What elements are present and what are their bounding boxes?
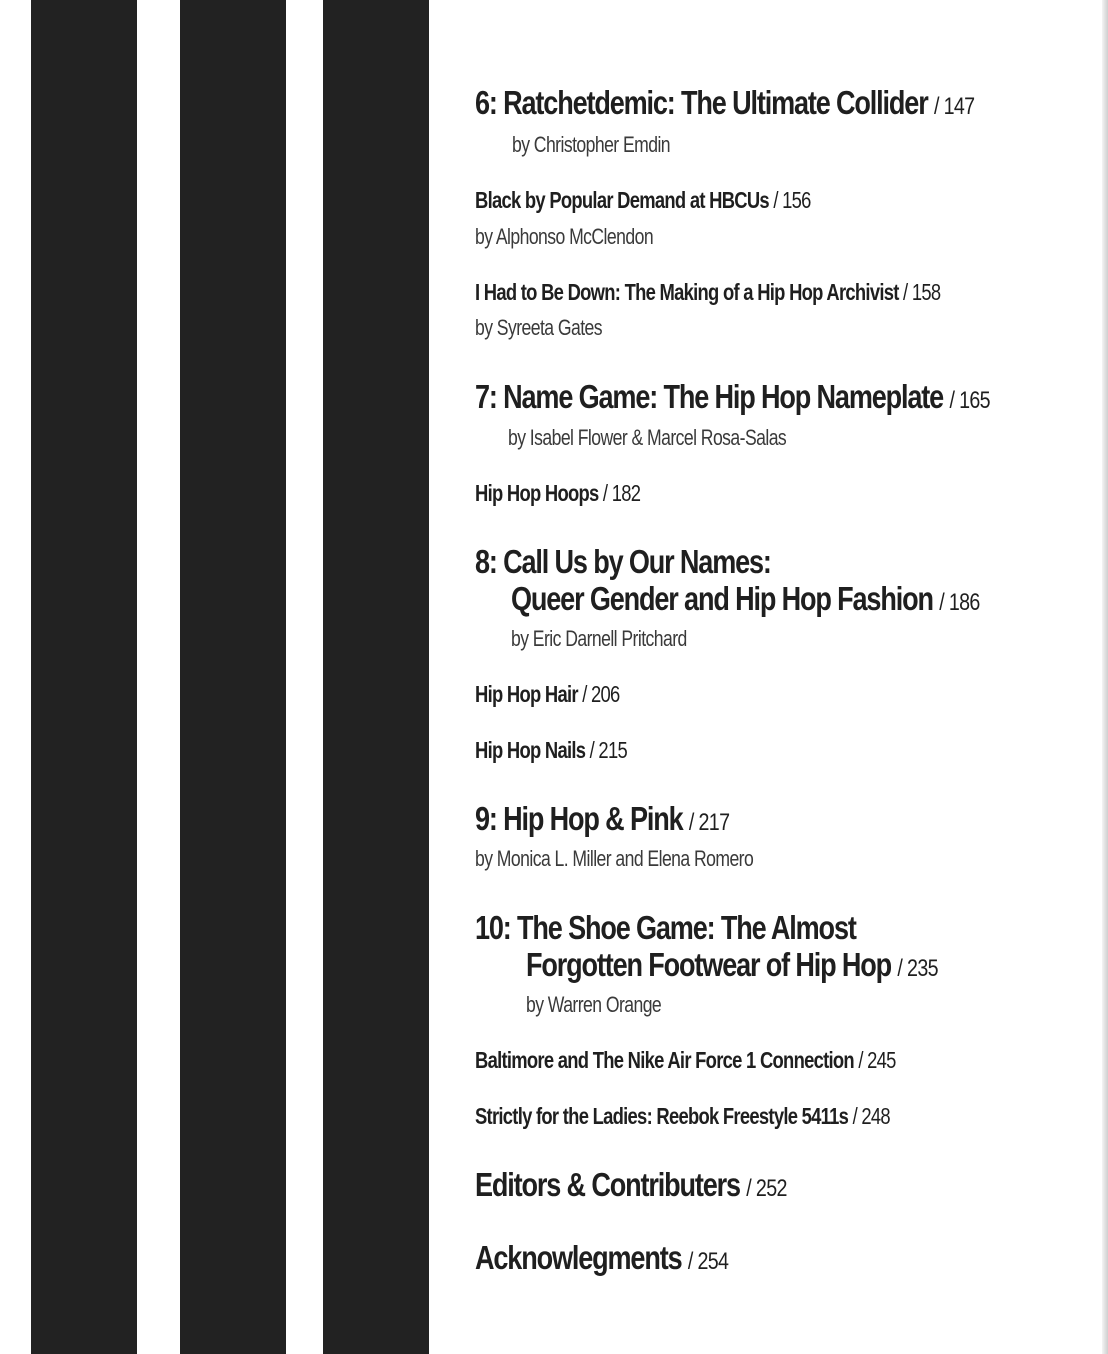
page-number: / 215 <box>589 737 627 763</box>
chapter-title: 9: Hip Hop & Pink / 217 <box>475 800 730 837</box>
section-byline <box>475 223 698 251</box>
decorative-stripe-1 <box>31 0 137 1354</box>
toc-entry-chapter-8-continued[interactable] <box>511 580 1083 621</box>
toc-entry-archivist[interactable] <box>475 278 1057 306</box>
byline-text: by Monica L. Miller and Elena Romero <box>475 846 754 871</box>
table-of-contents <box>475 0 1075 1354</box>
toc-entry-hbcu[interactable] <box>475 186 895 214</box>
toc-entry-chapter-10-continued[interactable] <box>526 946 1028 987</box>
chapter-byline <box>526 991 695 1019</box>
chapter-byline <box>512 131 710 159</box>
byline-text: by Warren Orange <box>526 992 662 1017</box>
toc-entry-acknowledgments[interactable] <box>475 1239 784 1280</box>
section-title: I Had to Be Down: The Making of a Hip Hop Archivist / 158 <box>475 279 941 305</box>
chapter-byline <box>508 424 856 452</box>
toc-entry-ladies[interactable] <box>475 1102 994 1130</box>
page-number: / 156 <box>773 187 811 213</box>
byline-text: by Christopher Emdin <box>512 132 671 157</box>
page-edge-shadow <box>1102 0 1108 1354</box>
toc-entry-baltimore[interactable] <box>475 1046 1001 1074</box>
page-number: / 147 <box>933 93 975 120</box>
toc-entry-chapter-6[interactable] <box>475 84 1084 125</box>
page-number: / 235 <box>897 955 938 982</box>
chapter-title-continued: Forgotten Footwear of Hip Hop / 235 <box>526 946 938 983</box>
byline-text: by Isabel Flower & Marcel Rosa-Salas <box>508 425 787 450</box>
page-number: / 254 <box>687 1248 729 1275</box>
chapter-title: 10: The Shoe Game: The Almost <box>475 909 856 946</box>
toc-entry-chapter-9[interactable] <box>475 800 785 841</box>
section-title: Black by Popular Demand at HBCUs / 156 <box>475 187 811 213</box>
page-number: / 248 <box>852 1103 890 1129</box>
page-number: / 165 <box>949 387 990 414</box>
chapter-title: 7: Name Game: The Hip Hop Nameplate / 165 <box>475 378 990 415</box>
decorative-stripe-3 <box>323 0 429 1354</box>
section-heading: Acknowlegments / 254 <box>475 1239 729 1276</box>
decorative-stripe-2 <box>180 0 286 1354</box>
page-number: / 245 <box>858 1047 896 1073</box>
byline-text: by Alphonso McClendon <box>475 224 654 249</box>
toc-entry-nails[interactable] <box>475 736 665 764</box>
section-byline <box>475 314 634 342</box>
section-title: Hip Hop Nails / 215 <box>475 737 627 763</box>
page-number: / 206 <box>582 681 620 707</box>
section-title: Baltimore and The Nike Air Force 1 Connection / 245 <box>475 1047 896 1073</box>
section-heading: Editors & Contributers / 252 <box>475 1166 787 1203</box>
toc-entry-editors[interactable] <box>475 1166 855 1207</box>
chapter-title-continued: Queer Gender and Hip Hop Fashion / 186 <box>511 580 980 617</box>
toc-entry-chapter-8[interactable] <box>475 543 836 580</box>
page-number: / 182 <box>602 480 641 506</box>
chapter-title: 6: Ratchetdemic: The Ultimate Collider / 147 <box>475 84 975 121</box>
page-number: / 186 <box>939 589 980 616</box>
section-title: Strictly for the Ladies: Reebok Freestyle 5411s / 248 <box>475 1103 890 1129</box>
toc-entry-hoops[interactable] <box>475 479 682 507</box>
toc-entry-hair[interactable] <box>475 680 656 708</box>
byline-text: by Syreeta Gates <box>475 315 603 340</box>
chapter-title: 8: Call Us by Our Names: <box>475 543 771 580</box>
page-number: / 217 <box>688 809 730 836</box>
toc-entry-chapter-7[interactable] <box>475 378 1103 419</box>
chapter-byline <box>511 625 731 653</box>
toc-entry-chapter-10[interactable] <box>475 909 939 946</box>
chapter-byline <box>475 845 823 873</box>
byline-text: by Eric Darnell Pritchard <box>511 626 687 651</box>
section-title: Hip Hop Hair / 206 <box>475 681 620 707</box>
page-number: / 252 <box>746 1175 787 1202</box>
page-number: / 158 <box>903 279 941 305</box>
section-title: Hip Hop Hoops / 182 <box>475 480 641 506</box>
